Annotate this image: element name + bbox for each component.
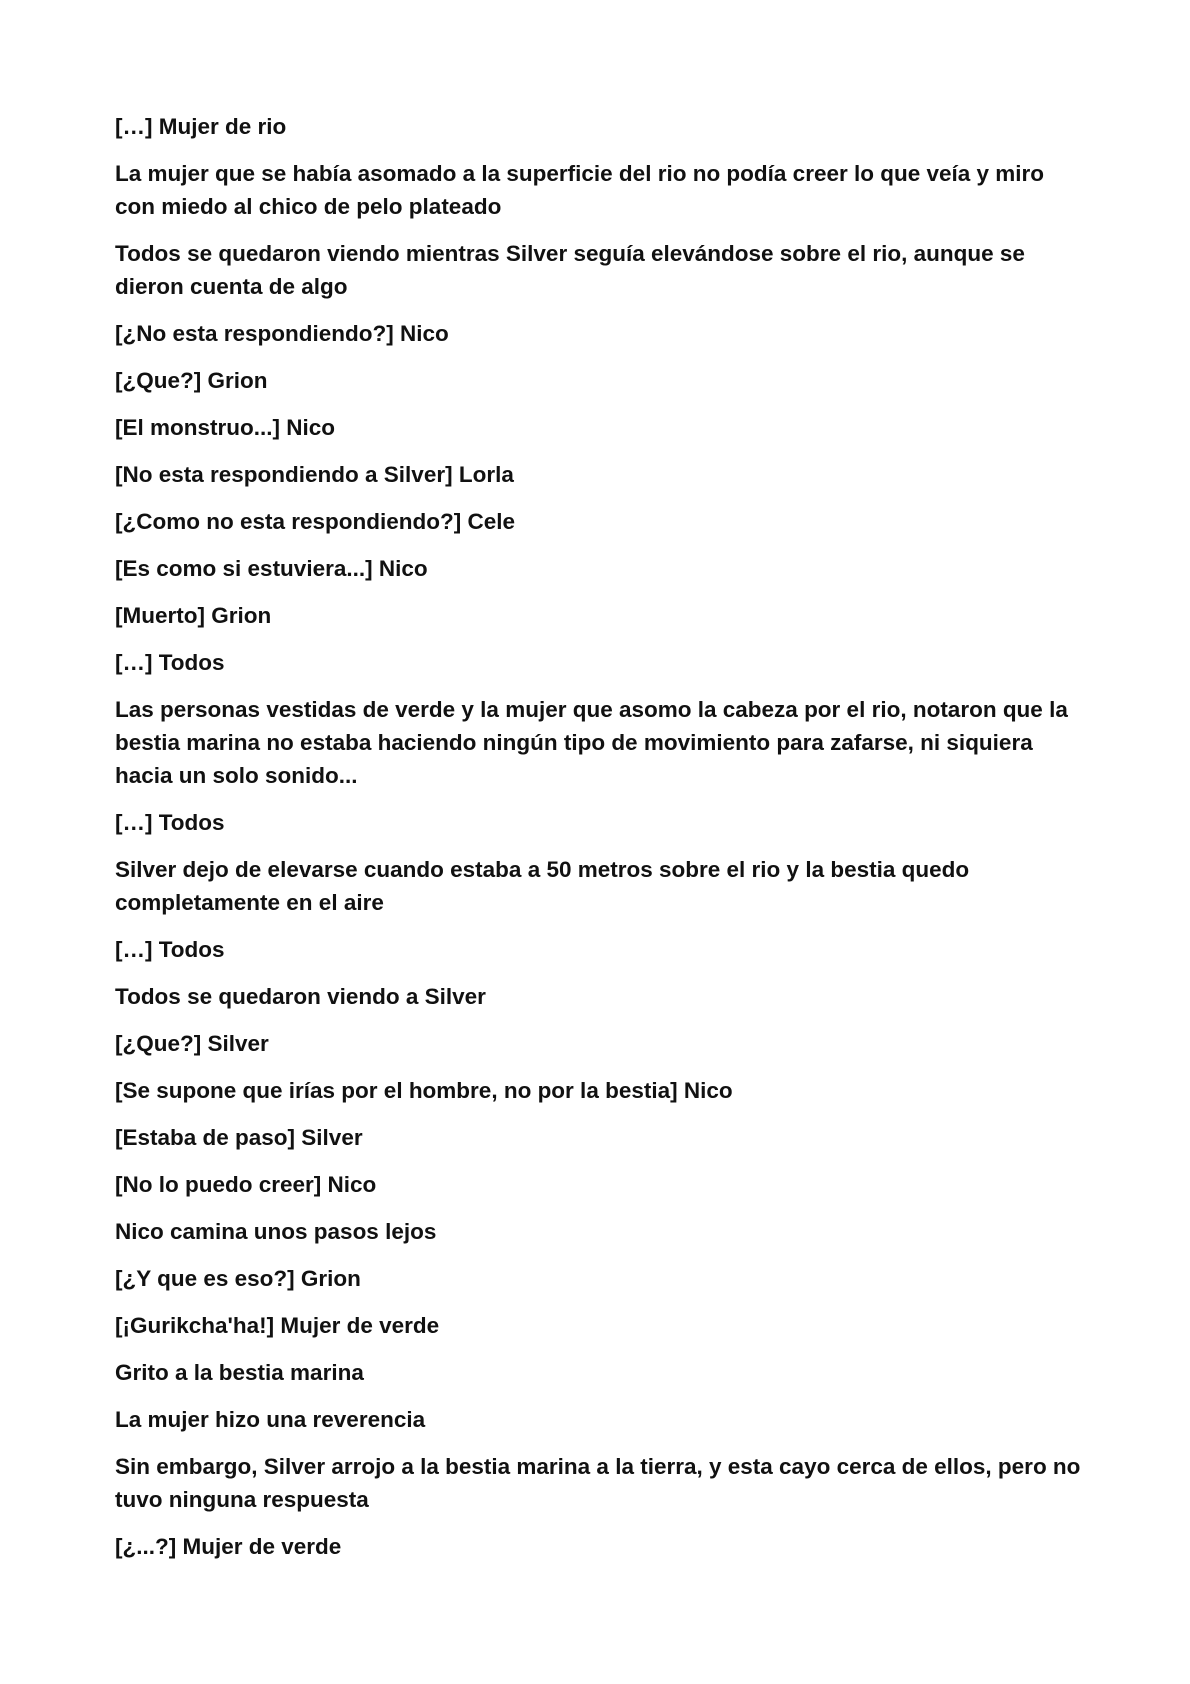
paragraph: [Estaba de paso] Silver <box>115 1125 363 1150</box>
paragraph: Todos se quedaron viendo a Silver <box>115 984 486 1009</box>
paragraph: La mujer hizo una reverencia <box>115 1407 426 1432</box>
paragraph: [El monstruo...] Nico <box>115 415 336 440</box>
paragraph: Todos se quedaron viendo mientras Silver seguía elevándose sobre el rio, aunque se dieron cuenta de algo <box>115 241 1025 299</box>
paragraph: [Es como si estuviera...] Nico <box>115 556 428 581</box>
paragraph: [No esta respondiendo a Silver] Lorla <box>115 462 514 487</box>
paragraph: [Se supone que irías por el hombre, no por la bestia] Nico <box>115 1078 733 1103</box>
document-body <box>115 110 1090 1577</box>
paragraph: [No lo puedo creer] Nico <box>115 1172 377 1197</box>
paragraph: [¿Como no esta respondiendo?] Cele <box>115 509 516 534</box>
paragraph: [¿Que?] Silver <box>115 1031 269 1056</box>
paragraph: […] Mujer de rio <box>115 114 287 139</box>
paragraph: [¡Gurikcha'ha!] Mujer de verde <box>115 1313 440 1338</box>
paragraph: Las personas vestidas de verde y la mujer que asomo la cabeza por el rio, notaron que la bestia marina no estaba haciendo ningún tipo de movimiento para zafarse, ni siquiera hacia un solo sonido... <box>115 697 1068 788</box>
paragraph: La mujer que se había asomado a la superficie del rio no podía creer lo que veía y miro con miedo al chico de pelo plateado <box>115 161 1045 219</box>
paragraph: [¿...?] Mujer de verde <box>115 1534 342 1559</box>
paragraph: […] Todos <box>115 650 225 675</box>
paragraph: Silver dejo de elevarse cuando estaba a 50 metros sobre el rio y la bestia quedo completamente en el aire <box>115 857 970 915</box>
paragraph: [Muerto] Grion <box>115 603 272 628</box>
paragraph: [¿Que?] Grion <box>115 368 268 393</box>
paragraph: Grito a la bestia marina <box>115 1360 364 1385</box>
paragraph: Sin embargo, Silver arrojo a la bestia marina a la tierra, y esta cayo cerca de ellos, pero no tuvo ninguna respuesta <box>115 1454 1081 1512</box>
paragraph: […] Todos <box>115 810 225 835</box>
paragraph: [¿Y que es eso?] Grion <box>115 1266 361 1291</box>
paragraph: Nico camina unos pasos lejos <box>115 1219 437 1244</box>
paragraph: […] Todos <box>115 937 225 962</box>
paragraph: [¿No esta respondiendo?] Nico <box>115 321 449 346</box>
